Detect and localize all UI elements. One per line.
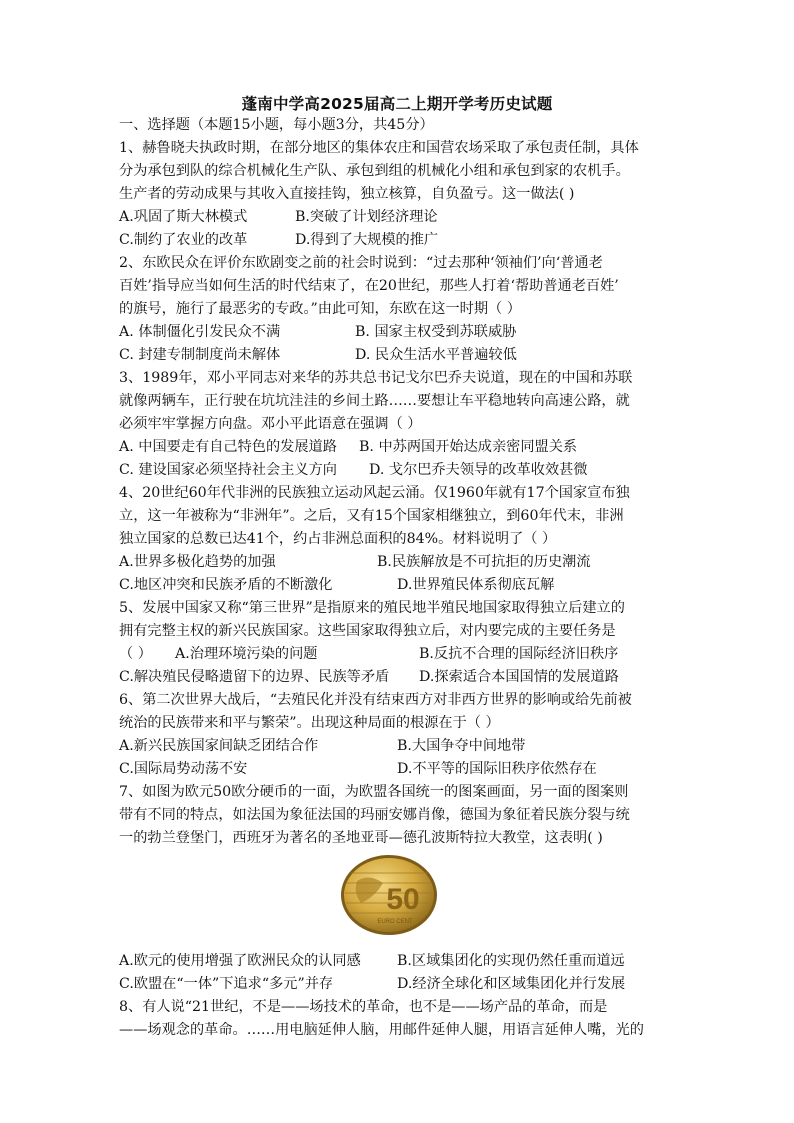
question-text-line: 的旗号，施行了最恶劣的专政。”由此可知，东欧在这一时期（ ） — [119, 301, 521, 317]
option-row — [119, 206, 659, 229]
option-c: C. 封建专制制度尚未解体 — [119, 347, 281, 363]
question-text-line: 就像两辆车，正行驶在坑坑洼洼的乡间土路……要想让车平稳地转向高速公路，就 — [119, 393, 630, 409]
option-row — [119, 574, 659, 597]
option-a: A.新兴民族国家间缺乏团结合作 — [119, 738, 319, 754]
section-heading: 一、选择题（本题15小题，每小题3分，共45分） — [119, 117, 434, 133]
question-5 — [119, 597, 659, 689]
question-text-line: 6、第二次世界大战后，“去殖民化并没有结束西方对非西方世界的影响或给先前被 — [119, 692, 632, 708]
option-row — [119, 436, 659, 459]
question-text-line: 5、发展中国家又称“第三世界”是指原来的殖民地半殖民地国家取得独立后建立的 — [119, 600, 625, 616]
question-text-line: 统治的民族带来和平与繁荣”。出现这种局面的根源在于（ ） — [119, 715, 500, 731]
question-text-line: 2、东欧民众在评价东欧剧变之前的社会时说到：“过去那种‘领袖们’向‘普通老 — [119, 255, 603, 271]
option-c: C.地区冲突和民族矛盾的不断激化 — [119, 577, 333, 593]
option-row — [119, 551, 659, 574]
question-text-line: 独立国家的总数已达41个，约占非洲总面积的84%。材料说明了（ ） — [119, 531, 557, 547]
option-row — [119, 344, 659, 367]
option-a: A.世界多极化趋势的加强 — [119, 554, 276, 570]
option-c: C.解决殖民侵略遗留下的边界、民族等矛盾 — [119, 669, 390, 685]
option-row — [119, 758, 659, 781]
option-d: D.经济全球化和区域集团化并行发展 — [397, 976, 626, 992]
option-row — [119, 950, 659, 973]
question-7 — [119, 781, 659, 996]
option-b: B.民族解放是不可抗拒的历史潮流 — [377, 554, 591, 570]
question-text-line: 带有不同的特点，如法国为象征法国的玛丽安娜肖像，德国为象征着民族分裂与统 — [119, 807, 630, 823]
coin-figure — [119, 852, 659, 938]
option-d: D. 民众生活水平普遍较低 — [355, 347, 517, 363]
option-c: C. 建设国家必须坚持社会主义方向 — [119, 462, 337, 478]
option-a: A. 体制僵化引发民众不满 — [119, 324, 281, 340]
option-c: C.国际局势动荡不安 — [119, 761, 248, 777]
option-d: D. 戈尔巴乔夫领导的改革收效甚微 — [369, 462, 588, 478]
option-row — [119, 973, 659, 996]
question-text-line: 百姓’指导应当如何生活的时代结束了，在20世纪，那些人打着‘帮助普通老百姓’ — [119, 278, 619, 294]
question-2 — [119, 252, 659, 367]
question-text-line: 1、赫鲁晓夫执政时期，在部分地区的集体农庄和国营农场采取了承包责任制，具体 — [119, 140, 639, 156]
option-c: C.欧盟在“一体”下追求“多元”并存 — [119, 976, 334, 992]
option-c: C.制约了农业的改革 — [119, 232, 248, 248]
option-a: A. 中国要走有自己特色的发展道路 — [119, 439, 337, 455]
question-text-line: 一的勃兰登堡门，西班牙为著名的圣地亚哥—德孔波斯特拉大教堂，这表明( ) — [119, 830, 603, 846]
question-text-line: 4、20世纪60年代非洲的民族独立运动风起云涌。仅1960年就有17个国家宣布独 — [119, 485, 630, 501]
option-d: D.世界殖民体系彻底瓦解 — [397, 577, 555, 593]
question-text-line: 必须牢牢掌握方向盘。邓小平此语意在强调（ ） — [119, 416, 422, 432]
option-b: B. 中苏两国开始达成亲密同盟关系 — [359, 439, 578, 455]
question-text-line: 8、有人说“21世纪，不是——场技术的革命，也不是——场产品的革命，而是 — [119, 999, 608, 1015]
question-3 — [119, 367, 659, 482]
option-d: D.得到了大规模的推广 — [295, 232, 439, 248]
page-title: 蓬南中学高2025届高二上期开学考历史试题 — [241, 95, 553, 113]
option-row — [119, 229, 659, 252]
option-row — [119, 459, 659, 482]
coin-unit-text: EURO CENT — [377, 919, 413, 925]
question-text-line: ——场观念的革命。……用电脑延伸人脑，用邮件延伸人腿，用语言延伸人嘴，光的 — [119, 1022, 644, 1038]
option-b: B.反抗不合理的国际经济旧秩序 — [419, 646, 619, 662]
option-a: A.巩固了斯大林模式 — [119, 209, 248, 225]
question-text-line: 拥有完整主权的新兴民族国家。这些国家取得独立后，对内要完成的主要任务是 — [119, 623, 616, 639]
euro-coin-image — [339, 853, 439, 937]
option-d: D.探索适合本国国情的发展道路 — [419, 669, 619, 685]
answer-bracket: （ ） — [119, 646, 152, 662]
option-b: B.区域集团化的实现仍然任重而道远 — [397, 953, 625, 969]
exam-content — [119, 114, 659, 1042]
option-a: A.治理环境污染的问题 — [175, 646, 318, 662]
question-text-line: 分为承包到队的综合机械化生产队、承包到组的机械化小组和承包到家的农机手。 — [119, 163, 630, 179]
option-row — [119, 643, 659, 666]
option-row — [119, 735, 659, 758]
question-text-line: 立，这一年被称为“非洲年”。之后，又有15个国家相继独立，到60年代末，非洲 — [119, 508, 624, 524]
option-row — [119, 321, 659, 344]
option-row — [119, 666, 659, 689]
coin-value-text: 50 — [386, 883, 420, 916]
question-4 — [119, 482, 659, 597]
option-b: B.大国争夺中间地带 — [397, 738, 526, 754]
question-6 — [119, 689, 659, 781]
option-a: A.欧元的使用增强了欧洲民众的认同感 — [119, 953, 361, 969]
option-b: B. 国家主权受到苏联威胁 — [355, 324, 517, 340]
question-text-line: 7、如图为欧元50欧分硬币的一面，为欧盟各国统一的图案画面，另一面的图案则 — [119, 784, 629, 800]
question-text-line: 生产者的劳动成果与其收入直接挂钩，独立核算，自负盈亏。这一做法( ) — [119, 186, 575, 202]
option-b: B.突破了计划经济理论 — [295, 209, 438, 225]
question-1 — [119, 137, 659, 252]
question-8 — [119, 996, 659, 1042]
question-text-line: 3、1989年，邓小平同志对来华的苏共总书记戈尔巴乔夫说道，现在的中国和苏联 — [119, 370, 633, 386]
option-d: D.不平等的国际旧秩序依然存在 — [397, 761, 597, 777]
